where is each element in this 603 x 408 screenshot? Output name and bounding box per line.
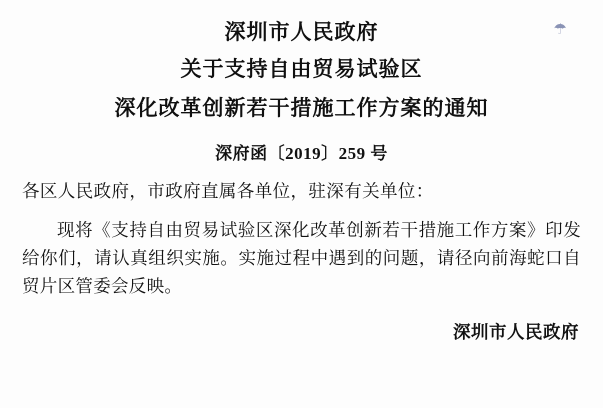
document-title-line-1: 深圳市人民政府 [224, 20, 379, 44]
document-signature: 深圳市人民政府 [453, 321, 579, 342]
document-body [0, 180, 603, 301]
document-salutation: 各区人民政府，市政府直属各单位，驻深有关单位： [22, 181, 434, 201]
document-paragraph: 现将《支持自由贸易试验区深化改革创新若干措施工作方案》印发给你们，请认真组织实施。实施过程中遇到的问题，请径向前海蛇口自贸片区管委会反映。 [22, 219, 581, 297]
document-number: 深府函〔2019〕259 号 [215, 144, 388, 163]
document-title-line-3: 深化改革创新若干措施工作方案的通知 [114, 96, 489, 120]
link-icon: ☂ [553, 20, 567, 38]
document-title-line-2: 关于支持自由贸易试验区 [180, 57, 423, 81]
document-title-block [0, 0, 603, 119]
